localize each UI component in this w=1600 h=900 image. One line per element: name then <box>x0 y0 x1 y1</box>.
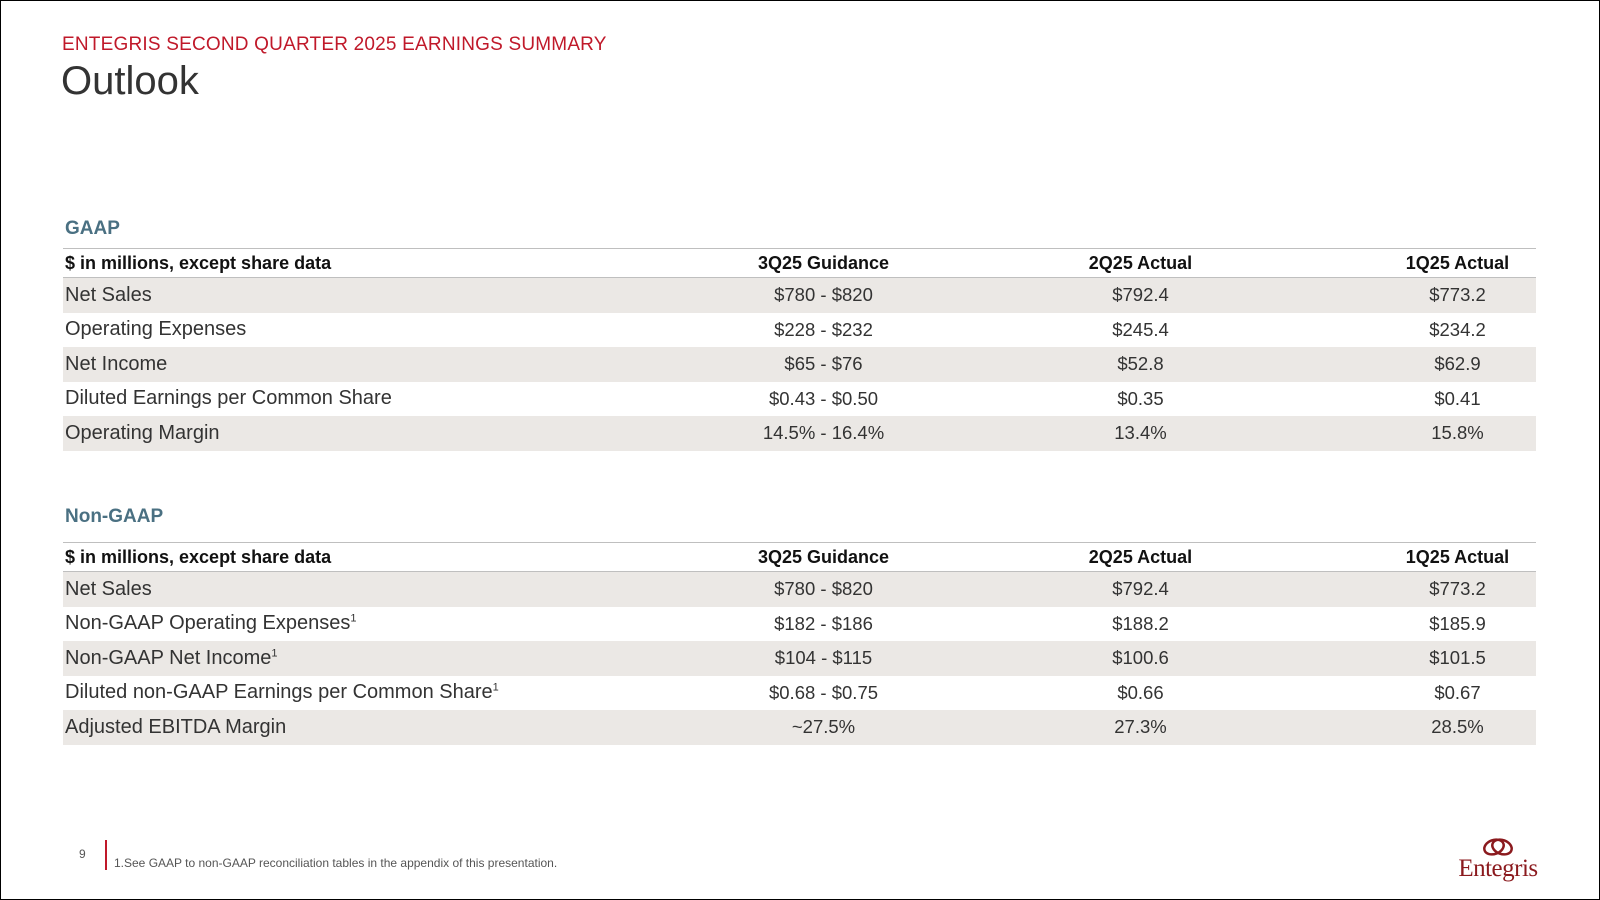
row-label: Operating Expenses <box>65 318 247 341</box>
row-label: Operating Margin <box>65 421 220 444</box>
column-header-2q25-actual: 2Q25 Actual <box>1088 546 1193 567</box>
page-title: Outlook <box>61 59 199 103</box>
column-header-metric: $ in millions, except share data <box>65 252 332 273</box>
value-2q25-actual: $100.6 <box>1112 647 1169 669</box>
column-header-metric: $ in millions, except share data <box>65 546 332 567</box>
value-2q25-actual: 13.4% <box>1114 422 1167 444</box>
table-row <box>63 572 1536 607</box>
value-1q25-actual: $101.5 <box>1429 647 1486 669</box>
row-label: Diluted Earnings per Common Share <box>65 387 392 410</box>
value-1q25-actual: $185.9 <box>1429 612 1486 634</box>
table-row <box>63 382 1536 417</box>
column-header-1q25-actual: 1Q25 Actual <box>1405 546 1510 567</box>
row-label: Non-GAAP Net Income$^1$ <box>65 646 278 669</box>
value-2q25-actual: $0.66 <box>1117 681 1164 703</box>
gaap-table <box>63 248 1536 451</box>
value-1q25-actual: 15.8% <box>1431 422 1484 444</box>
row-label: Non-GAAP Operating Expenses$^1$ <box>65 612 357 635</box>
column-header-3q25-guidance: 3Q25 Guidance <box>757 252 890 273</box>
row-label: Net Sales <box>65 283 152 306</box>
value-3q25-guidance: $228 - $232 <box>774 318 873 340</box>
value-2q25-actual: $52.8 <box>1117 353 1164 375</box>
value-3q25-guidance: $780 - $820 <box>774 578 873 600</box>
value-2q25-actual: $792.4 <box>1112 578 1169 600</box>
row-label: Net Sales <box>65 577 152 600</box>
row-label: Diluted non-GAAP Earnings per Common Share$^1$ <box>65 681 499 704</box>
value-1q25-actual: $0.41 <box>1434 387 1481 409</box>
value-2q25-actual: $792.4 <box>1112 284 1169 306</box>
gaap-section-label: GAAP <box>65 218 120 239</box>
value-2q25-actual: $188.2 <box>1112 612 1169 634</box>
nongaap-section-label: Non-GAAP <box>65 506 164 527</box>
entegris-logo <box>1453 835 1543 885</box>
value-3q25-guidance: $0.68 - $0.75 <box>768 681 879 703</box>
value-1q25-actual: $0.67 <box>1434 681 1481 703</box>
header-kicker: ENTEGRIS SECOND QUARTER 2025 EARNINGS SUMMARY <box>62 34 607 55</box>
gaap-section <box>63 218 1536 451</box>
entegris-logo-text: Entegris <box>1458 855 1538 882</box>
nongaap-table <box>63 542 1536 745</box>
value-3q25-guidance: 14.5% - 16.4% <box>762 422 885 444</box>
table-row <box>63 347 1536 382</box>
table-row <box>63 278 1536 313</box>
footer-divider <box>105 840 107 870</box>
value-3q25-guidance: $65 - $76 <box>784 353 863 375</box>
table-row <box>63 710 1536 745</box>
table-row <box>63 676 1536 711</box>
value-1q25-actual: $234.2 <box>1429 318 1486 340</box>
table-row <box>63 313 1536 348</box>
footnote: 1.See GAAP to non-GAAP reconciliation tables in the appendix of this presentation. <box>114 856 558 870</box>
value-1q25-actual: $773.2 <box>1429 578 1486 600</box>
value-1q25-actual: $62.9 <box>1434 353 1481 375</box>
column-header-2q25-actual: 2Q25 Actual <box>1088 252 1193 273</box>
column-header-3q25-guidance: 3Q25 Guidance <box>757 546 890 567</box>
value-2q25-actual: $245.4 <box>1112 318 1169 340</box>
gaap-table-header <box>63 249 1536 278</box>
value-2q25-actual: $0.35 <box>1117 387 1164 409</box>
nongaap-section <box>63 506 1536 745</box>
nongaap-table-header <box>63 543 1536 572</box>
table-row <box>63 416 1536 451</box>
column-header-1q25-actual: 1Q25 Actual <box>1405 252 1510 273</box>
value-3q25-guidance: $780 - $820 <box>774 284 873 306</box>
row-label: Adjusted EBITDA Margin <box>65 715 287 738</box>
value-3q25-guidance: $0.43 - $0.50 <box>768 387 879 409</box>
row-label: Net Income <box>65 352 168 375</box>
value-3q25-guidance: $104 - $115 <box>774 647 873 669</box>
value-3q25-guidance: $182 - $186 <box>774 612 873 634</box>
value-1q25-actual: $773.2 <box>1429 284 1486 306</box>
value-1q25-actual: 28.5% <box>1431 716 1484 738</box>
value-3q25-guidance: ~27.5% <box>791 716 856 738</box>
page-number: 9 <box>79 847 86 861</box>
table-row <box>63 607 1536 642</box>
table-row <box>63 641 1536 676</box>
value-2q25-actual: 27.3% <box>1114 716 1167 738</box>
